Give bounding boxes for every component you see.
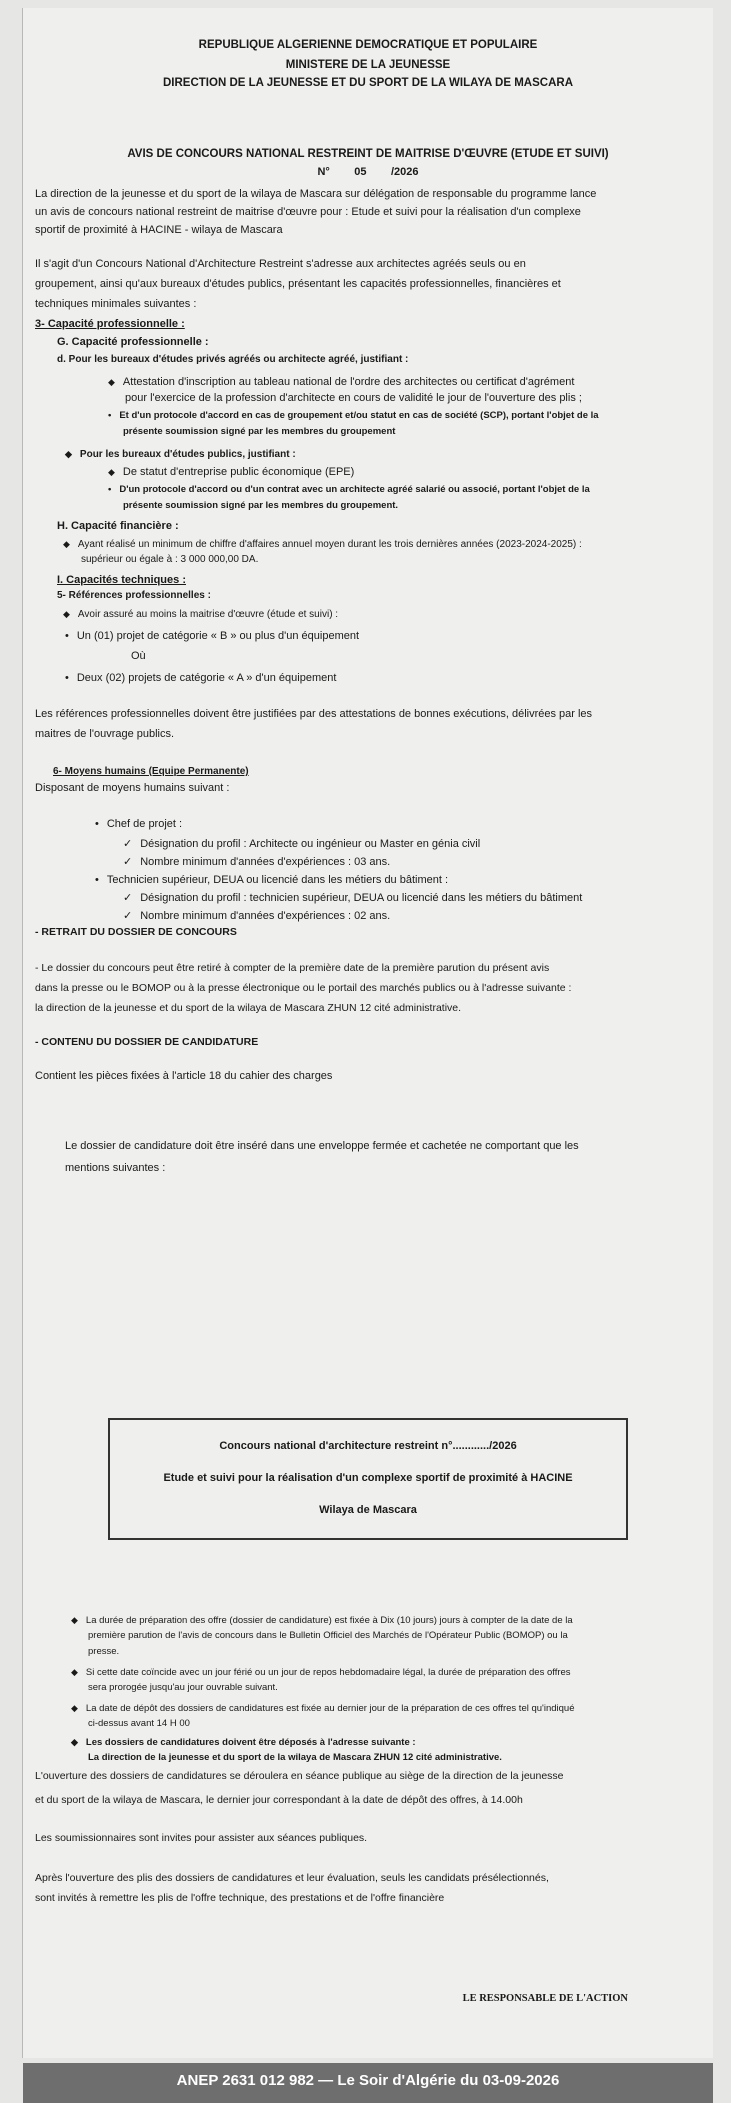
notice-title: AVIS DE CONCOURS NATIONAL RESTREINT DE MAITRISE D'ŒUVRE (ETUDE ET SUIVI) bbox=[127, 148, 609, 160]
paragraph-line: Contient les pièces fixées à l'article 18 du cahier des charges bbox=[35, 1070, 333, 1082]
paragraph-line: et du sport de la wilaya de Mascara, le dernier jour correspondant à la date de dépôt des offres, à 14.00h bbox=[35, 1794, 523, 1806]
subsection-heading: G. Capacité professionnelle : bbox=[57, 336, 209, 348]
intro-line: techniques minimales suivantes : bbox=[35, 298, 197, 310]
paragraph-line: Les soumissionnaires sont invites pour assister aux séances publiques. bbox=[35, 1832, 368, 1844]
paragraph-line: mentions suivantes : bbox=[65, 1162, 166, 1174]
header-direction: DIRECTION DE LA JEUNESSE ET DU SPORT DE LA WILAYA DE MASCARA bbox=[163, 77, 573, 89]
intro-line: groupement, ainsi qu'aux bureaux d'études publics, présentant les capacités professionnelles, financières et bbox=[35, 278, 561, 290]
header-republic: REPUBLIQUE ALGERIENNE DEMOCRATIQUE ET POPULAIRE bbox=[198, 39, 538, 51]
list-item-continuation: première parution de l'avis de concours dans le Bulletin Officiel des Marchés de l'Opérateur Public (BOMOP) ou la bbox=[88, 1630, 568, 1641]
list-item: • Technicien supérieur, DEUA ou licencié dans les métiers du bâtiment : bbox=[95, 872, 448, 888]
list-item: ◆ Les dossiers de candidatures doivent être déposés à l'adresse suivante : bbox=[71, 1734, 416, 1751]
list-text: Où bbox=[131, 650, 146, 662]
signature: LE RESPONSABLE DE L'ACTION bbox=[462, 1993, 628, 2004]
list-item: • D'un protocole d'accord ou d'un contrat avec un architecte agréé salarié ou associé, portant l'objet de la bbox=[108, 482, 590, 498]
list-item-continuation: présente soumission signé par les membres du groupement. bbox=[123, 500, 399, 511]
list-item: ◆ Pour les bureaux d'études publics, justifiant : bbox=[65, 446, 296, 463]
paragraph-line: Après l'ouverture des plis des dossiers de candidatures et leur évaluation, seuls les candidats présélectionnés, bbox=[35, 1872, 549, 1884]
envelope-line: Etude et suivi pour la réalisation d'un complexe sportif de proximité à HACINE bbox=[163, 1472, 573, 1484]
section-heading: 3- Capacité professionnelle : bbox=[35, 318, 185, 330]
list-item-continuation: sera prorogée jusqu'au jour ouvrable suivant. bbox=[88, 1682, 278, 1693]
notice-number: N° 05 /2026 bbox=[317, 166, 419, 178]
list-item: ◆ La durée de préparation des offre (dossier de candidature) est fixée à Dix (10 jours) jours à compter de la date de la bbox=[71, 1612, 573, 1629]
list-item: ✓ Désignation du profil : technicien supérieur, DEUA ou licencié dans les métiers du bâtiment bbox=[123, 890, 582, 906]
section-heading: - CONTENU DU DOSSIER DE CANDIDATURE bbox=[35, 1036, 259, 1048]
list-item: • Et d'un protocole d'accord en cas de groupement et/ou statut en cas de société (SCP), portant l'objet de la bbox=[108, 408, 599, 424]
paragraph-line: - Le dossier du concours peut être retiré à compter de la première date de la première parution du présent avis bbox=[35, 962, 550, 974]
intro-line: La direction de la jeunesse et du sport de la wilaya de Mascara sur délégation de responsable du programme lance bbox=[35, 188, 597, 200]
list-item: • Un (01) projet de catégorie « B » ou plus d'un équipement bbox=[65, 628, 359, 644]
header-ministry: MINISTERE DE LA JEUNESSE bbox=[285, 59, 451, 71]
intro-line: sportif de proximité à HACINE - wilaya de Mascara bbox=[35, 224, 283, 236]
subsection-heading: 5- Références professionnelles : bbox=[57, 590, 211, 601]
paragraph-line: L'ouverture des dossiers de candidatures se déroulera en séance publique au siège de la direction de la jeunesse bbox=[35, 1770, 564, 1782]
envelope-line: Wilaya de Mascara bbox=[319, 1504, 417, 1516]
paragraph-line: sont invités à remettre les plis de l'offre technique, des prestations et de l'offre financière bbox=[35, 1892, 445, 1904]
list-item: ◆ La date de dépôt des dossiers de candidatures est fixée au dernier jour de la préparation de ces offres tel qu'indiqué bbox=[71, 1700, 575, 1717]
envelope-line: Concours national d'architecture restreint n°............/2026 bbox=[219, 1440, 517, 1452]
intro-line: Il s'agit d'un Concours National d'Architecture Restreint s'adresse aux architectes agréés seuls ou en bbox=[35, 258, 526, 270]
list-item-continuation: presse. bbox=[88, 1646, 120, 1657]
list-item-continuation: ci-dessus avant 14 H 00 bbox=[88, 1718, 190, 1729]
subsection-heading: H. Capacité financière : bbox=[57, 520, 179, 532]
paragraph-line: Le dossier de candidature doit être inséré dans une enveloppe fermée et cachetée ne comportant que les bbox=[65, 1140, 579, 1152]
notice-page bbox=[22, 8, 713, 2089]
paragraph-line: dans la presse ou le BOMOP ou à la presse électronique ou le portail des marchés publics ou à l'adresse suivante : bbox=[35, 982, 572, 994]
section-heading: 6- Moyens humains (Equipe Permanente) bbox=[53, 766, 249, 777]
paragraph-line: Les références professionnelles doivent être justifiées par des attestations de bonnes exécutions, délivrées par les bbox=[35, 708, 593, 720]
press-footer: ANEP 2631 012 982 — Le Soir d'Algérie du 03-09-2026 bbox=[23, 2063, 713, 2103]
section-heading: - RETRAIT DU DOSSIER DE CONCOURS bbox=[35, 926, 237, 938]
paragraph-line: la direction de la jeunesse et du sport de la wilaya de Mascara ZHUN 12 cité administrative. bbox=[35, 1002, 462, 1014]
intro-line: un avis de concours national restreint de maitrise d'œuvre pour : Etude et suivi pour la réalisation d'un complexe bbox=[35, 206, 581, 218]
list-item: ◆ Attestation d'inscription au tableau national de l'ordre des architectes ou certificat d'agrément bbox=[108, 374, 574, 390]
subsection-item: d. Pour les bureaux d'études privés agréés ou architecte agréé, justifiant : bbox=[57, 354, 409, 365]
list-item: ◆ De statut d'entreprise public économique (EPE) bbox=[108, 464, 354, 480]
list-item: • Deux (02) projets de catégorie « A » d'un équipement bbox=[65, 670, 336, 686]
list-item-continuation: pour l'exercice de la profession d'architecte en cours de validité le jour de l'ouverture des plis ; bbox=[125, 392, 582, 404]
list-item-continuation: présente soumission signé par les membres du groupement bbox=[123, 426, 396, 437]
list-item: ✓ Nombre minimum d'années d'expériences : 02 ans. bbox=[123, 908, 390, 924]
list-item: ◆ Si cette date coïncide avec un jour férié ou un jour de repos hebdomadaire légal, la durée de préparation des offres bbox=[71, 1664, 571, 1681]
paragraph-line: maitres de l'ouvrage publics. bbox=[35, 728, 175, 740]
envelope-box bbox=[108, 1418, 628, 1540]
list-item: • Chef de projet : bbox=[95, 816, 182, 832]
list-item: ✓ Désignation du profil : Architecte ou ingénieur ou Master en génia civil bbox=[123, 836, 480, 852]
list-item-continuation: supérieur ou égale à : 3 000 000,00 DA. bbox=[81, 554, 259, 565]
subsection-heading: I. Capacités techniques : bbox=[57, 574, 186, 586]
list-item: ✓ Nombre minimum d'années d'expériences : 03 ans. bbox=[123, 854, 390, 870]
paragraph-line: Disposant de moyens humains suivant : bbox=[35, 782, 230, 794]
list-item-continuation: La direction de la jeunesse et du sport de la wilaya de Mascara ZHUN 12 cité administrative. bbox=[88, 1752, 502, 1763]
list-item: ◆ Avoir assuré au moins la maitrise d'œuvre (étude et suivi) : bbox=[63, 606, 338, 623]
list-item: ◆ Ayant réalisé un minimum de chiffre d'affaires annuel moyen durant les trois dernières années (2023-2024-2025) : bbox=[63, 536, 582, 553]
